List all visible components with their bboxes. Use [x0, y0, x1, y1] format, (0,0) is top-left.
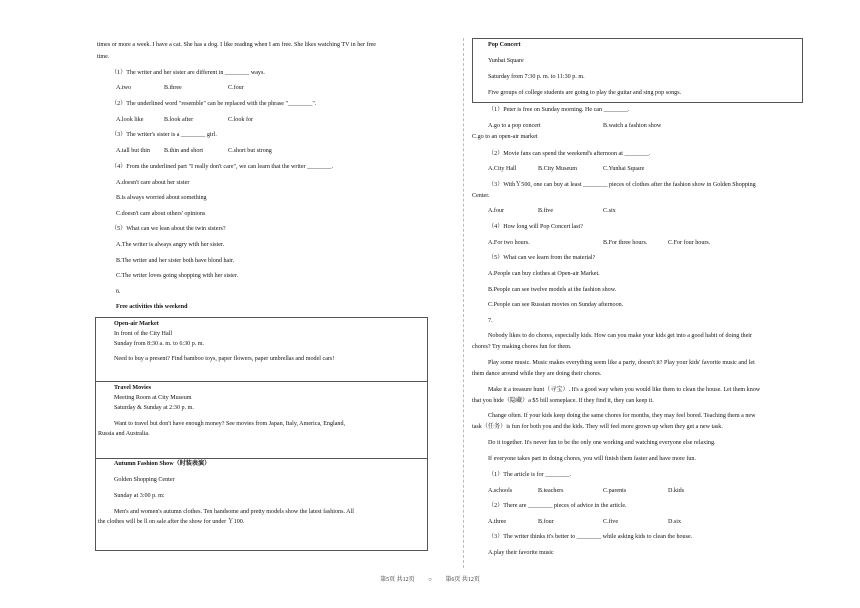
option: B.four: [538, 519, 554, 525]
activity-description: the clothes will be ll on sale after the show for under Ｙ100.: [98, 519, 245, 525]
column-divider: [463, 38, 464, 568]
activity-title: Autumn Fashion Show（时装表演）: [114, 461, 211, 467]
question-text: （1）The article is for ________.: [488, 472, 572, 478]
option: B.The writer and her sister both have blond hair.: [116, 258, 235, 264]
option: C.six: [603, 208, 616, 214]
option: A.two: [116, 85, 132, 91]
option: C.short but strong: [228, 148, 272, 154]
option: A.look like: [116, 117, 144, 123]
option: C.parents: [603, 488, 627, 494]
option: B.teachers: [538, 488, 564, 494]
section-title: Free activities this weekend: [116, 304, 188, 310]
question-text: （2）There are ________ pieces of advice in the article.: [488, 503, 627, 509]
option: A.play their favorite music: [488, 550, 554, 556]
option: C.five: [603, 519, 619, 525]
paragraph-line: If everyone takes part in doing chores, you will finish them faster and have more fun.: [488, 456, 696, 462]
intro-line-2: time.: [97, 54, 110, 60]
page-number-left: 第5页 共12页: [380, 577, 415, 583]
activity-description: Men's and women's autumn clothes. Ten handsome and pretty models show the latest fashions. All: [114, 509, 354, 515]
activity-divider: [96, 381, 427, 382]
activity-description: Want to travel but don't have enough money? See movies from Japan, Italy, America, England,: [114, 421, 346, 427]
activity-time: Sunday at 3:00 p. m:: [114, 493, 165, 499]
option: A.People can buy clothes at Open-air Market.: [488, 271, 600, 277]
section-number: 7.: [488, 318, 493, 324]
option: B.People can see twelve models at the fashion show.: [488, 287, 617, 293]
option: C.People can see Russian movies on Sunday afternoon.: [488, 302, 624, 308]
option: C.Yunhai Square: [603, 166, 645, 172]
option: C.look for: [228, 117, 254, 123]
option: A.four: [488, 208, 505, 214]
option: B.For three hours.: [603, 240, 648, 246]
intro-line-1: times or more a week. I have a cat. She has a dog. I like reading when I am free. She likes watching TV in her free: [97, 42, 376, 48]
question-text: （3）The writer thinks it's better to ________ while asking kids to clean the house.: [488, 534, 693, 540]
paragraph-line: Nobody likes to do chores, especially kids. How can you make your kids get into a good habit of doing their: [488, 333, 753, 339]
option: A.For two hours.: [488, 240, 530, 246]
option: A.three: [488, 519, 507, 525]
option: B.City Museum: [538, 166, 577, 172]
question-text: （5）What can we learn from the material?: [488, 255, 596, 261]
option: C.four: [228, 85, 244, 91]
option: C.The writer loves going shopping with her sister.: [116, 273, 239, 279]
paragraph-line: Do it together. It's never fun to be the only one working and watching everyone else relaxing.: [488, 440, 716, 446]
option: A.go to a pop concert: [488, 123, 541, 129]
question-text: （5）What can we lean about the twin sisters?: [111, 226, 226, 232]
option: B.five: [538, 208, 554, 214]
question-text: （3）The writer's sister is a ________ girl.: [111, 132, 217, 138]
binding-dot: ○: [428, 577, 432, 583]
question-text: （3）WithＹ500, one can buy at least ________ pieces of clothes after the fashion show in Golden Shopping: [488, 182, 756, 188]
paragraph-line: that you hide（隐藏）a $5 bill someplace. If they find it, they can keep it.: [472, 398, 654, 404]
option: B.watch a fashion show: [603, 123, 662, 129]
paragraph-line: chores? Try making chores fun for them.: [472, 344, 572, 350]
option: B.thin and short: [164, 148, 204, 154]
option: C.For four hours.: [668, 240, 711, 246]
option: B.look after: [164, 117, 194, 123]
section-number: 6.: [116, 289, 121, 295]
option: D.six: [668, 519, 682, 525]
activity-place: In front of the City Hall: [114, 331, 173, 337]
paragraph-line: Play some music. Music makes everything seem like a party, doesn't it? Play your kids' favorite music and let: [488, 360, 755, 366]
option: A.tall but thin: [116, 148, 151, 154]
paragraph-line: them dance around while they are doing their chores.: [472, 371, 602, 377]
activity-description: Russia and Australia.: [98, 431, 150, 437]
activity-place: Yunhai Square: [488, 58, 524, 64]
option: C.doesn't care about others' opinions: [116, 211, 206, 217]
activity-title: Travel Movies: [114, 385, 151, 391]
question-text: （4）How long will Pop Concert last?: [488, 224, 583, 230]
activity-time: Saturday from 7:30 p. m. to 11:30 p. m.: [488, 74, 585, 80]
activity-place: Golden Shopping Center: [114, 477, 175, 483]
activity-time: Saturday & Sunday at 2:30 p. m.: [114, 405, 194, 411]
question-text: （2）Movie fans can spend the weekend's afternoon at ________.: [488, 151, 651, 157]
activity-title: Pop Concert: [488, 42, 521, 48]
question-text: （4）From the underlined part "I really don't care", we can learn that the writer ________.: [111, 164, 333, 170]
activity-description: Five groups of college students are going to play the guitar and sing pop songs.: [488, 90, 682, 96]
question-text: （2）The underlined word "resemble" can be replaced with the phrase "________".: [111, 101, 317, 107]
activity-divider: [96, 458, 427, 459]
page-footer: [0, 577, 860, 584]
paragraph-line: Make it a treasure hunt（寻宝）. It's a good way when you would like them to clean the house. Let them know: [488, 387, 761, 393]
question-text: （1）The writer and her sister are different in ________ ways.: [111, 70, 265, 76]
activity-place: Meeting Room at City Museum: [114, 395, 192, 401]
option: B.three: [164, 85, 182, 91]
option: B.is always worried about something: [116, 195, 207, 201]
option: D.kids: [668, 488, 685, 494]
option: A.doesn't care about her sister: [116, 180, 190, 186]
option: A.The writer is always angry with her sister.: [116, 242, 225, 248]
activity-description: Need to buy a present? Find bamboo toys, paper flowers, paper umbrellas and model cars!: [114, 356, 335, 362]
paragraph-line: task（任务）is fun for both you and the kids. They will feel more grown up when they get a new task.: [472, 424, 723, 430]
question-text: （1）Peter is free on Sunday morning. He can ________.: [488, 107, 630, 113]
option: C.go to an open-air market: [472, 134, 538, 140]
option: A.City Hall: [488, 166, 517, 172]
activity-time: Sunday from 8:30 a. m. to 6:30 p. m.: [114, 341, 205, 347]
paragraph-line: Change often. If your kids keep doing the same chores for months, they may feel bored. Teaching them a new: [488, 413, 756, 419]
question-text: Center.: [472, 193, 490, 199]
activity-title: Open-air Market: [114, 321, 159, 327]
page-number-right: 第6页 共12页: [445, 577, 480, 583]
option: A.schools: [488, 488, 513, 494]
